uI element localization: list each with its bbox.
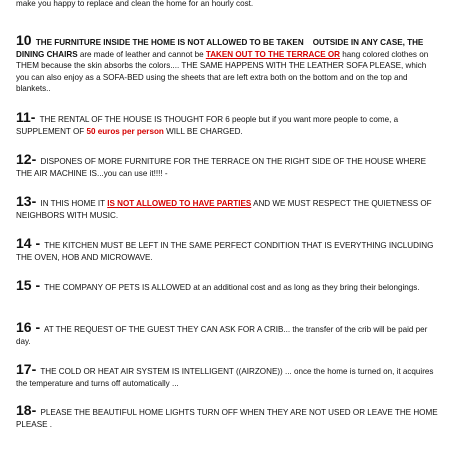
rule-number: 18- bbox=[16, 402, 37, 418]
rule-text-1: THE COMPANY OF PETS IS ALLOWED at an additional cost and as long as they bring their belongings. bbox=[44, 283, 420, 292]
rule-text-2: WILL BE CHARGED. bbox=[166, 126, 243, 136]
intro-line bbox=[16, 0, 438, 10]
rule-13 bbox=[16, 193, 438, 221]
intro-text: make you happy to replace and clean the home for an hourly cost. bbox=[16, 0, 254, 8]
rule-16 bbox=[16, 319, 438, 347]
rule-number: 10 bbox=[16, 32, 32, 48]
rule-text-1: THE RENTAL OF THE HOUSE IS THOUGHT FOR 6 people but if you want more people to come, a SUPPLEMENT OF bbox=[16, 115, 399, 136]
rule-text-1: AT THE REQUEST OF THE GUEST THEY CAN ASK FOR A CRIB... the transfer of the crib will be paid per day. bbox=[16, 325, 428, 346]
rule-text-1: THE COLD OR HEAT AIR SYSTEM IS INTELLIGENT ((AIRZONE)) ... once the home is turned on, it acquires the temperature and turns off automatically ... bbox=[16, 367, 434, 388]
rule-text-1: IN THIS HOME IT bbox=[40, 199, 105, 208]
rule-text-2: AND WE MUST RESPECT THE QUIETNESS OF NEIGHBORS WITH MUSIC. bbox=[16, 199, 432, 220]
rule-number: 15 - bbox=[16, 277, 41, 293]
rule-number: 13- bbox=[16, 193, 37, 209]
rule-highlight: 50 euros per person bbox=[86, 126, 164, 136]
rule-number: 16 - bbox=[16, 319, 41, 335]
rule-number: 12- bbox=[16, 151, 37, 167]
rule-11 bbox=[16, 109, 438, 137]
rule-number: 11- bbox=[16, 109, 36, 125]
rule-text-1: THE KITCHEN MUST BE LEFT IN THE SAME PERFECT CONDITION THAT IS EVERYTHING INCLUDING THE OVEN, HOB AND MICROWAVE. bbox=[16, 241, 434, 262]
rule-10 bbox=[16, 32, 438, 95]
rule-15 bbox=[16, 277, 438, 294]
rule-number: 17- bbox=[16, 361, 37, 377]
rule-highlight: IS NOT ALLOWED TO HAVE PARTIES bbox=[107, 199, 252, 208]
rule-12 bbox=[16, 151, 438, 179]
rule-lead: THE FURNITURE INSIDE THE HOME IS NOT ALLOWED TO BE TAKEN bbox=[35, 38, 304, 47]
rule-text-1: DISPONES OF MORE FURNITURE FOR THE TERRACE ON THE RIGHT SIDE OF THE HOUSE WHERE THE AIR MACHINE IS...you can use it!!!! - bbox=[16, 157, 427, 178]
rule-17 bbox=[16, 361, 438, 389]
rule-highlight: TAKEN OUT TO THE TERRACE OR bbox=[205, 49, 341, 59]
rule-18 bbox=[16, 402, 438, 430]
rule-lead-2: OUTSIDE IN ANY CASE, THE DINING CHAIRS bbox=[16, 38, 424, 59]
rule-text-1: PLEASE THE BEAUTIFUL HOME LIGHTS TURN OFF WHEN THEY ARE NOT USED OR LEAVE THE HOME PLEASE . bbox=[16, 408, 438, 429]
rule-text-1: are made of leather and cannot be bbox=[79, 49, 204, 59]
rule-number: 14 - bbox=[16, 235, 41, 251]
rule-text-2: hang colored clothes on THEM because the skin absorbs the colors.... THE SAME HAPPENS WITH THE LEATHER SOFA PLEASE, which you can also enjoy as a SOFA-BED using the sheets that are left extra both on the bottom and on the top and blankets.. bbox=[16, 49, 429, 94]
rule-14 bbox=[16, 235, 438, 263]
